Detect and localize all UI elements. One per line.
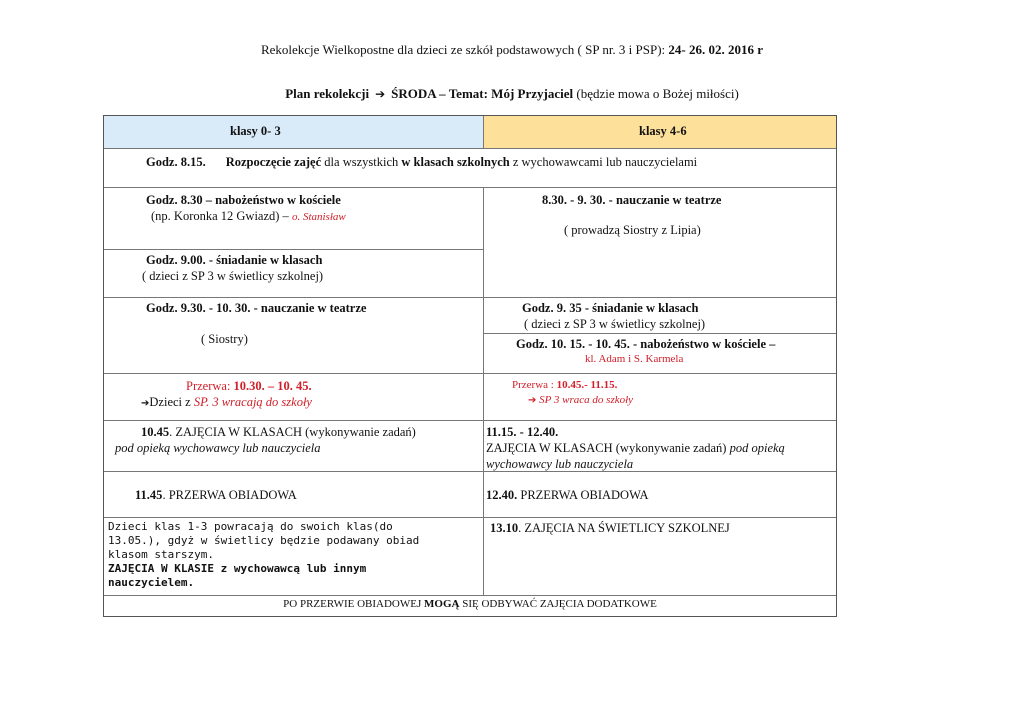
- mass-detail-text: (np. Koronka 12 Gwiazd) –: [151, 209, 292, 223]
- arrow-right-icon: ➔: [528, 395, 537, 406]
- lunch-right-text: PRZERWA OBIADOWA: [517, 488, 649, 502]
- col-header-left: klasy 0- 3: [230, 124, 281, 138]
- grid-line: [104, 148, 836, 149]
- classes-right-italic: pod opieką: [729, 441, 785, 455]
- classes-right-italic-2: wychowawcy lub nauczyciela: [486, 457, 634, 471]
- return-note-4: ZAJĘCIA W KLASIE z wychowawcą lub innym: [108, 562, 367, 575]
- title-prefix: Rekolekcje Wielkopostne dla dzieci ze szkół podstawowych ( SP nr. 3 i PSP):: [260, 42, 669, 57]
- document-title: [0, 42, 1024, 58]
- theatre-title-right: 8.30. - 9. 30. - nauczanie w teatrze: [542, 193, 722, 207]
- opening-event: Rozpoczęcie zajęć: [225, 155, 322, 169]
- breakfast-detail: ( dzieci z SP 3 w świetlicy szkolnej): [142, 269, 324, 283]
- footer-text-end: SIĘ ODBYWAĆ ZAJĘCIA DODATKOWE: [459, 598, 657, 610]
- classes-left: [141, 425, 416, 440]
- header-cell-left: [104, 116, 483, 148]
- lunch-left-time: 11.45: [135, 488, 163, 502]
- common-room-text: . ZAJĘCIA NA ŚWIETLICY SZKOLNEJ: [518, 521, 730, 535]
- opening-time: Godz. 8.15.: [146, 155, 206, 169]
- classes-left-time: 10.45: [141, 425, 170, 439]
- grid-line: [104, 187, 836, 188]
- grid-line: [104, 297, 836, 298]
- schedule-table: [103, 115, 837, 617]
- opening-text: dla wszystkich: [321, 155, 402, 169]
- theatre-detail-left: ( Siostry): [201, 332, 248, 346]
- footer-bold: MOGĄ: [424, 598, 460, 610]
- break-right: [512, 379, 617, 391]
- breakfast-detail-right: ( dzieci z SP 3 w świetlicy szkolnej): [524, 317, 706, 331]
- theatre-detail-right: ( prowadzą Siostry z Lipia): [564, 223, 701, 237]
- break-right-label: Przerwa :: [512, 379, 557, 391]
- grid-line: [104, 517, 836, 518]
- common-room: [490, 521, 730, 536]
- break-left-note: [141, 395, 312, 410]
- plan-label: Plan rekolekcji: [285, 86, 370, 101]
- footer-note: [104, 598, 836, 610]
- breakfast-title: Godz. 9.00. - śniadanie w klasach: [146, 253, 323, 267]
- arrow-right-icon: ➔: [375, 87, 386, 101]
- classes-right-main: ZAJĘCIA W KLASACH (wykonywanie zadań): [486, 441, 730, 455]
- opening-classes: w klasach szkolnych: [401, 155, 510, 169]
- grid-line: [483, 333, 836, 334]
- grid-line: [104, 249, 483, 250]
- mass-priest: o. Stanisław: [291, 211, 346, 223]
- break-right-italic: SP 3 wraca do szkoły: [536, 394, 634, 406]
- grid-line: [104, 420, 836, 421]
- grid-line: [104, 471, 836, 472]
- return-note-2: 13.05.), gdyż w świetlicy będzie podawany obiad: [108, 534, 420, 547]
- lunch-right: [486, 488, 649, 503]
- opening-text-end: z wychowawcami lub nauczycielami: [509, 155, 698, 169]
- grid-line: [104, 373, 836, 374]
- topic-note: (będzie mowa o Bożej miłości): [576, 86, 739, 101]
- lunch-right-time: 12.40.: [486, 488, 518, 502]
- classes-left-italic: pod opieką wychowawcy lub nauczyciela: [115, 441, 321, 455]
- break-right-note: [528, 394, 633, 406]
- mass-title: Godz. 8.30 – nabożeństwo w kościele: [146, 193, 341, 207]
- break-left-italic: SP. 3 wracają do szkoły: [193, 395, 312, 409]
- footer-text: PO PRZERWIE OBIADOWEJ: [283, 598, 424, 610]
- lunch-left: [135, 488, 297, 503]
- row-opening: [146, 155, 697, 170]
- common-room-time: 13.10: [490, 521, 519, 535]
- return-note-5: nauczycielem.: [108, 576, 195, 589]
- lunch-left-text: . PRZERWA OBIADOWA: [162, 488, 297, 502]
- grid-line: [483, 116, 484, 148]
- return-note-3: klasom starszym.: [108, 548, 214, 561]
- arrow-right-icon: ➔: [141, 398, 150, 409]
- plan-subtitle: [0, 86, 1024, 102]
- day-topic: ŚRODA – Temat: Mój Przyjaciel: [391, 86, 574, 101]
- classes-right-text: [486, 441, 785, 456]
- mass-detail-right: kl. Adam i S. Karmela: [585, 353, 684, 365]
- break-left-text: Dzieci z: [149, 395, 194, 409]
- break-left-label: Przerwa:: [186, 379, 234, 393]
- col-header-right: klasy 4-6: [639, 124, 687, 138]
- classes-left-text: . ZAJĘCIA W KLASACH (wykonywanie zadań): [169, 425, 416, 439]
- break-right-time: 10.45.- 11.15.: [556, 379, 618, 391]
- mass-detail: [151, 209, 346, 224]
- mass-title-right: Godz. 10. 15. - 10. 45. - nabożeństwo w kościele –: [516, 337, 776, 351]
- classes-right-time: 11.15. - 12.40.: [486, 425, 559, 439]
- grid-line: [483, 187, 484, 595]
- grid-line: [104, 595, 836, 596]
- breakfast-title-right: Godz. 9. 35 - śniadanie w klasach: [522, 301, 699, 315]
- break-left-time: 10.30. – 10. 45.: [233, 379, 312, 393]
- return-note-1: Dzieci klas 1-3 powracają do swoich klas(do: [108, 520, 393, 533]
- break-left: [186, 379, 312, 394]
- theatre-title-left: Godz. 9.30. - 10. 30. - nauczanie w teatrze: [146, 301, 367, 315]
- title-dates: 24- 26. 02. 2016 r: [668, 42, 764, 57]
